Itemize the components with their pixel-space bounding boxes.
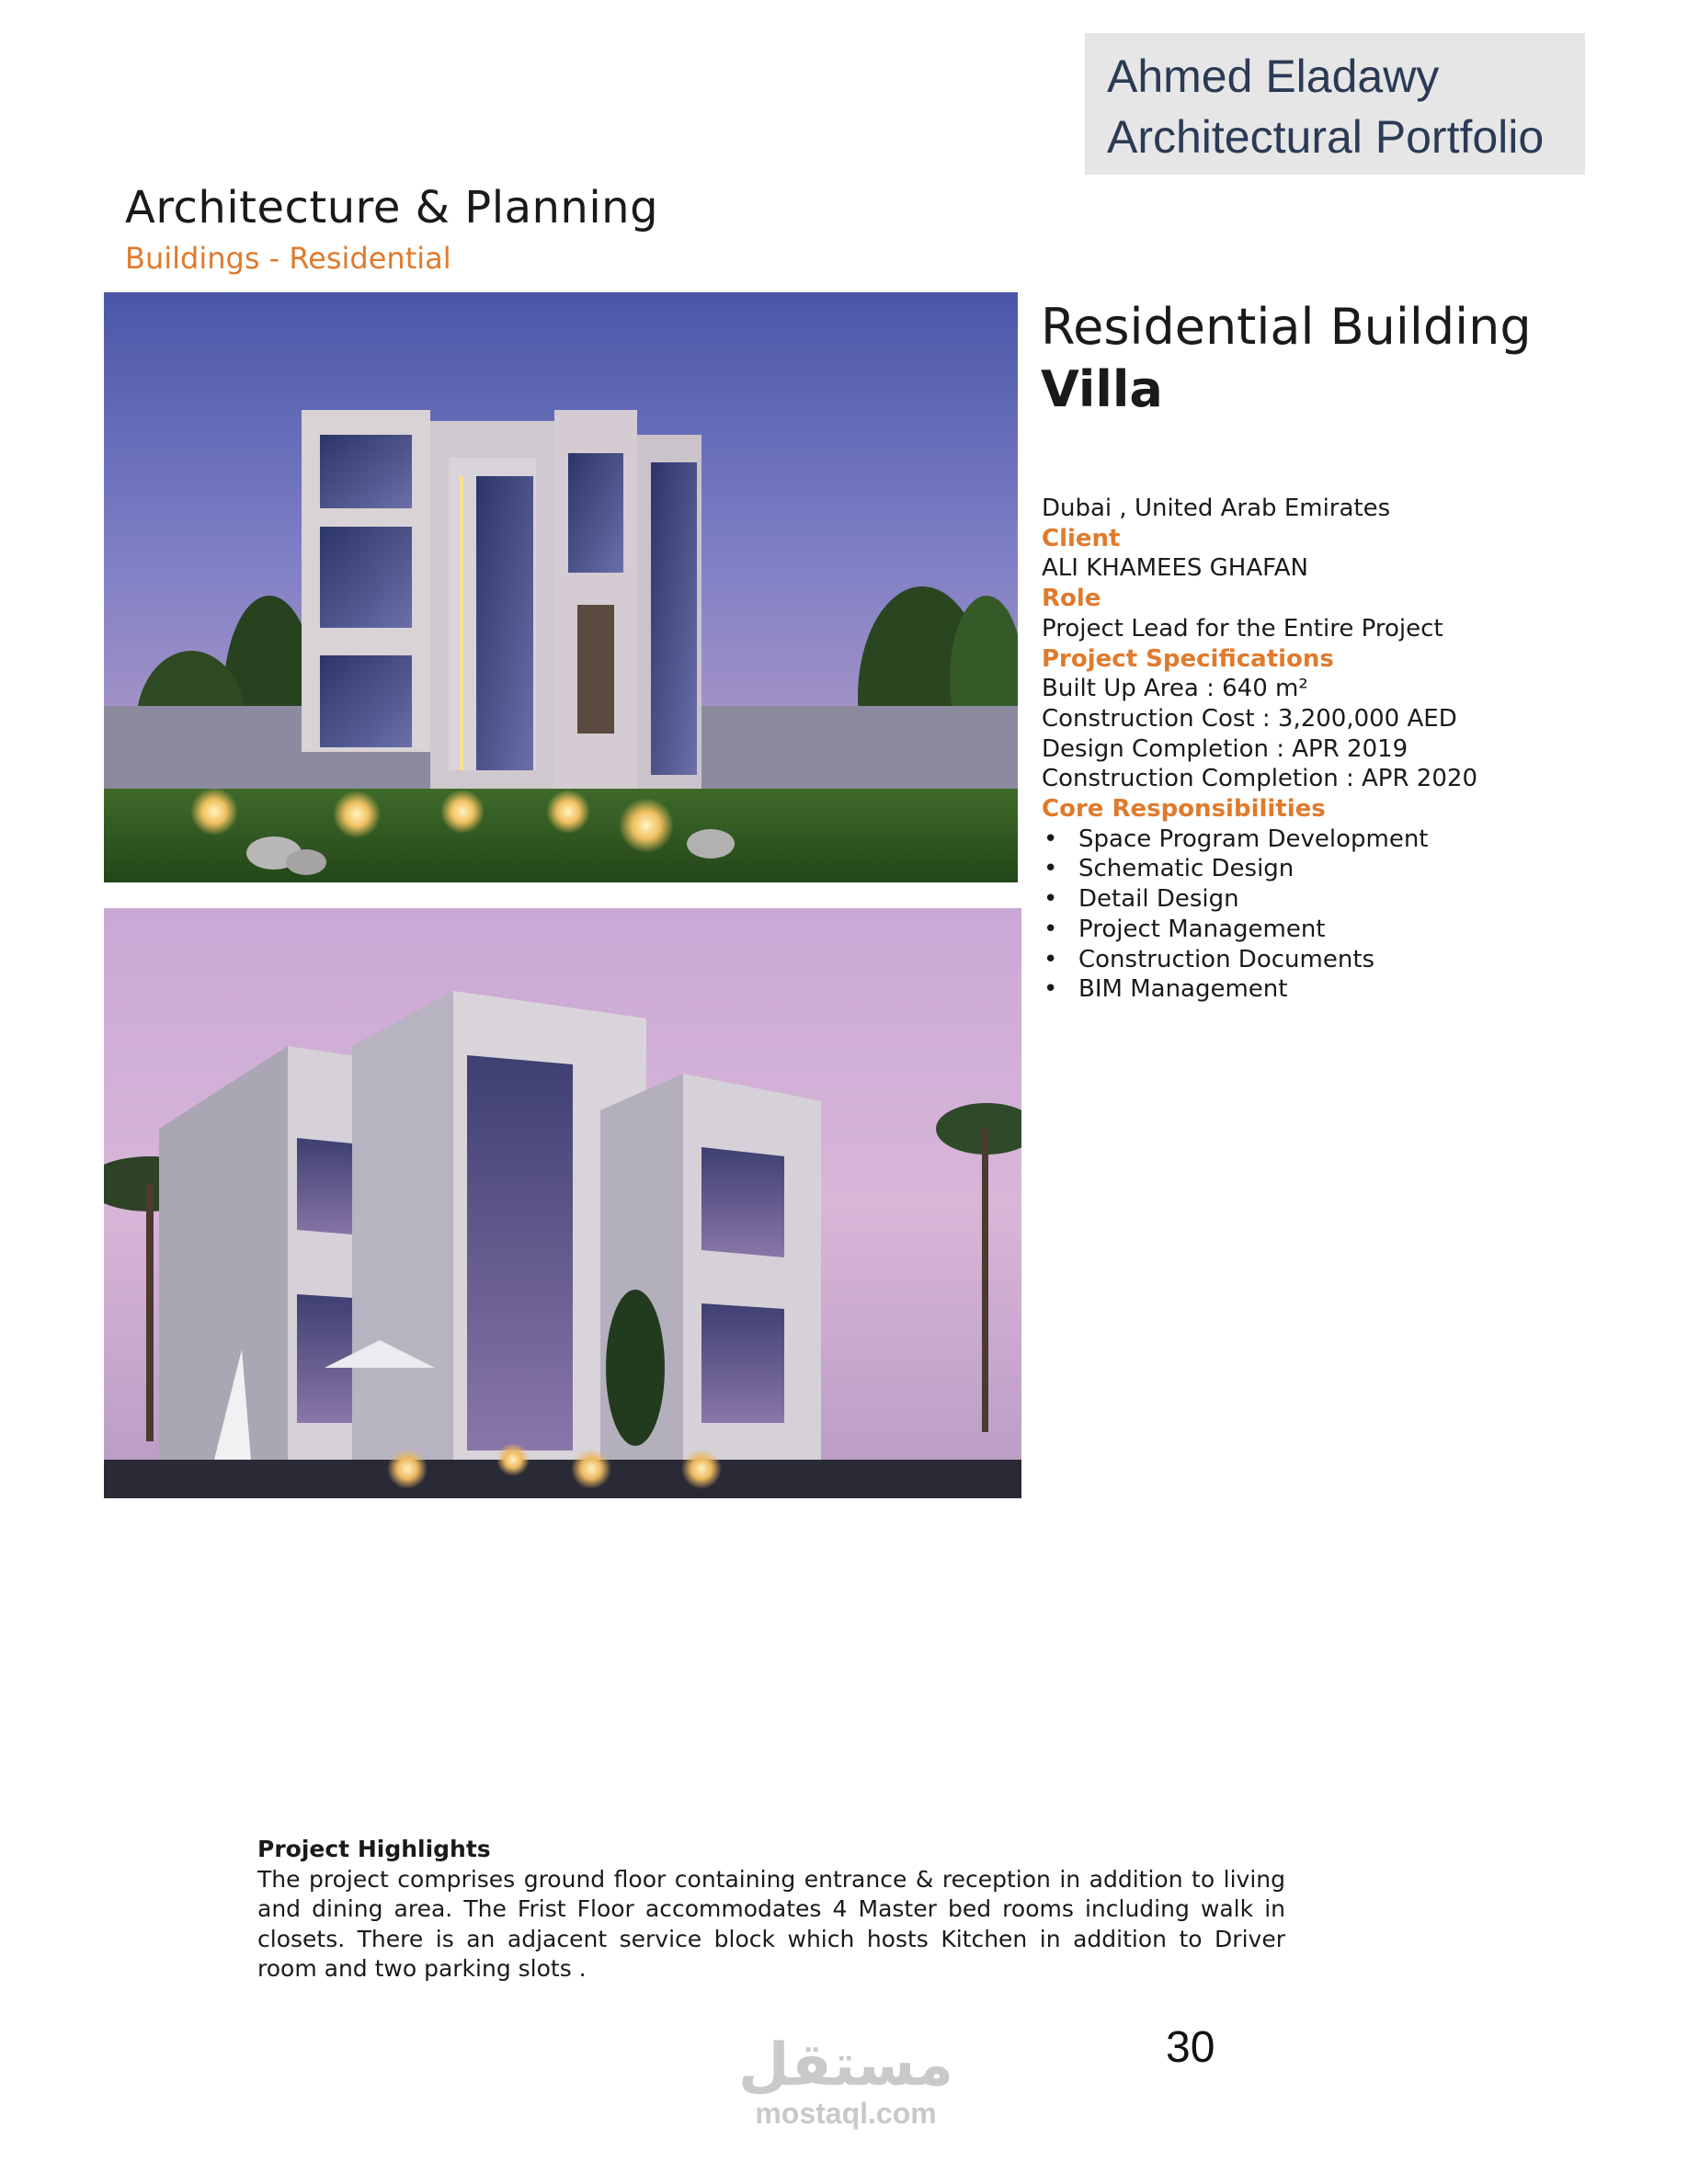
project-details bbox=[1042, 494, 1557, 1005]
responsibility-item: • Schematic Design bbox=[1042, 854, 1557, 884]
page-number: 30 bbox=[1166, 2023, 1215, 2072]
role-value: Project Lead for the Entire Project bbox=[1042, 614, 1443, 643]
spec-design-completion: Design Completion : APR 2019 bbox=[1042, 734, 1409, 763]
section-title: Architecture & Planning bbox=[125, 182, 659, 233]
responsibilities-label: Core Responsibilities bbox=[1042, 795, 1326, 824]
highlights-body: The project comprises ground floor containing entrance & reception in addition to living and dining area. The Frist Floor accommodates 4 Master bed rooms including walk in closets. There is an adjacent service block which hosts Kitchen in addition to Driver room and two parking slots . bbox=[257, 1865, 1285, 1982]
role-label: Role bbox=[1042, 585, 1101, 613]
client-label: Client bbox=[1042, 524, 1121, 552]
project-title-line2: Villa bbox=[1041, 360, 1163, 418]
project-highlights bbox=[257, 1835, 1285, 1985]
highlights-title: Project Highlights bbox=[257, 1836, 491, 1862]
specs-label: Project Specifications bbox=[1042, 644, 1334, 673]
section-subtitle: Buildings - Residential bbox=[125, 241, 451, 276]
portfolio-title: Architectural Portfolio bbox=[1107, 111, 1545, 163]
watermark-latin: mostaql.com bbox=[755, 2097, 937, 2130]
author-name: Ahmed Eladawy bbox=[1107, 51, 1440, 102]
spec-construction-completion: Construction Completion : APR 2020 bbox=[1042, 765, 1477, 793]
responsibility-item: • Construction Documents bbox=[1042, 945, 1557, 975]
responsibility-item: • Space Program Development bbox=[1042, 825, 1557, 855]
mostaql-watermark bbox=[726, 2033, 965, 2129]
spec-built-up-area: Built Up Area : 640 m² bbox=[1042, 675, 1308, 703]
villa-perspective-render bbox=[104, 908, 1021, 1498]
client-name: ALI KHAMEES GHAFAN bbox=[1042, 554, 1308, 583]
project-location: Dubai , United Arab Emirates bbox=[1042, 495, 1391, 522]
villa-front-render bbox=[104, 292, 1018, 882]
project-title bbox=[1041, 296, 1532, 421]
villa-front-render-image bbox=[104, 292, 1018, 882]
watermark-arabic: مستقل bbox=[737, 2031, 954, 2099]
project-title-line1: Residential Building bbox=[1041, 298, 1532, 356]
spec-construction-cost: Construction Cost : 3,200,000 AED bbox=[1042, 704, 1457, 733]
responsibilities-list bbox=[1042, 825, 1557, 1005]
author-box bbox=[1085, 33, 1585, 175]
responsibility-item: • Project Management bbox=[1042, 915, 1557, 945]
responsibility-item: • BIM Management bbox=[1042, 974, 1557, 1005]
responsibility-item: • Detail Design bbox=[1042, 884, 1557, 915]
villa-perspective-render-image bbox=[104, 908, 1021, 1498]
